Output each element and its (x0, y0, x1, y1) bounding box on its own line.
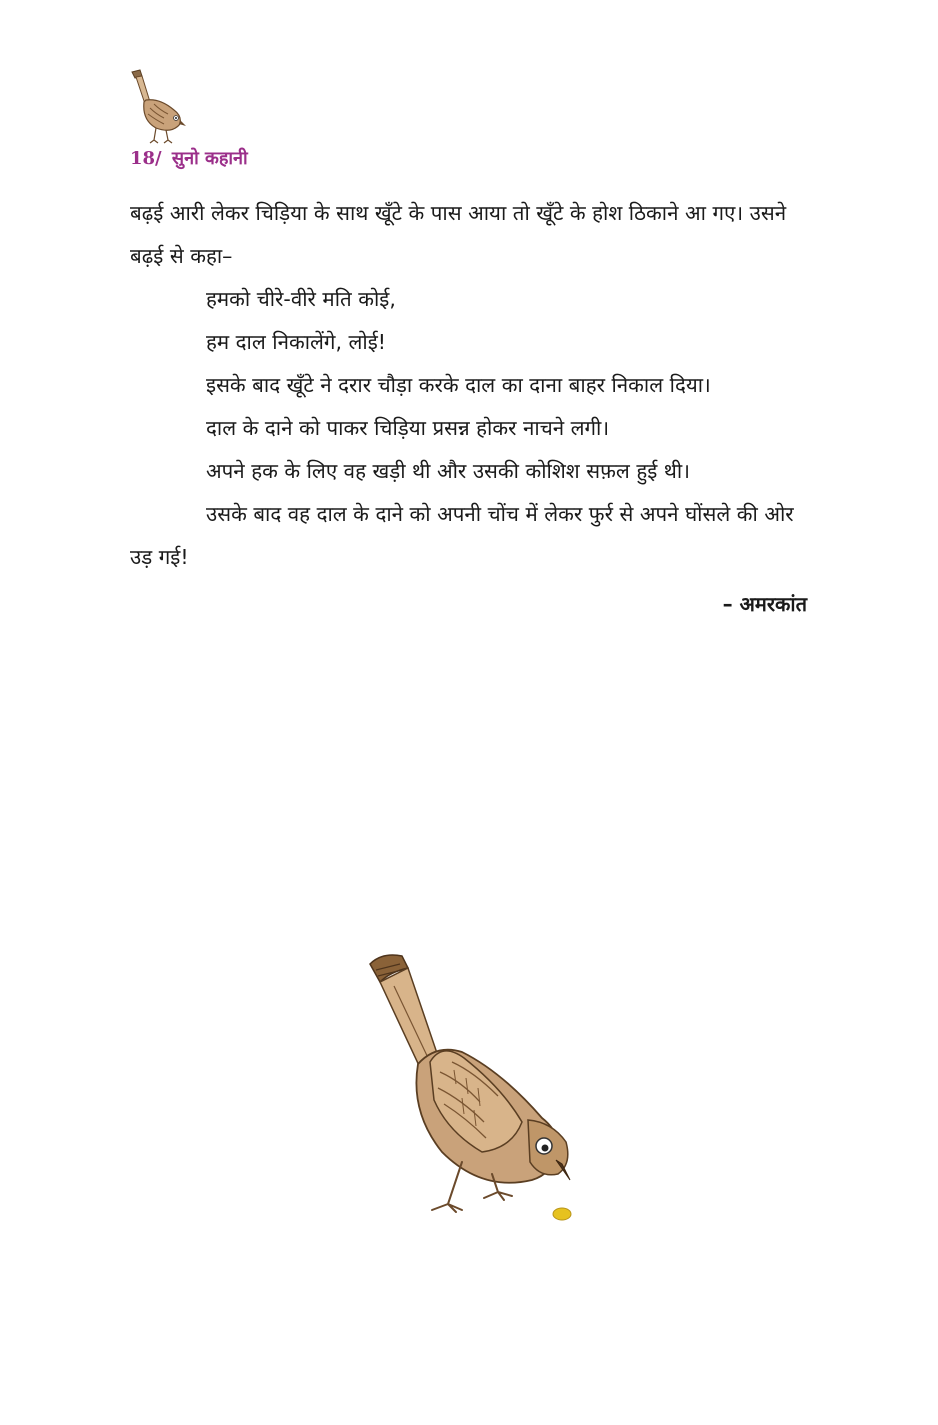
book-title: सुनो कहानी (171, 148, 248, 169)
sparrow-pecking-illustration (352, 912, 588, 1268)
verse-line: हमको चीरे-वीरे मति कोई, (206, 287, 396, 311)
sparrow-icon (126, 68, 188, 146)
story-paragraph: अपने हक के लिए वह खड़ी थी और उसकी कोशिश सफ़ल हुई थी। (206, 459, 690, 483)
author-credit: – अमरकांत (722, 592, 807, 616)
story-body (130, 192, 810, 579)
story-paragraph: बढ़ई आरी लेकर चिड़िया के साथ खूँटे के पास आया तो खूँटे के होश ठिकाने आ गए। उसने बढ़ई से कहा– (130, 201, 787, 268)
page-number: 18/ (130, 148, 162, 169)
story-paragraph: इसके बाद खूँटे ने दरार चौड़ा करके दाल का दाना बाहर निकाल दिया। (206, 373, 711, 397)
story-paragraph: उसके बाद वह दाल के दाने को अपनी चोंच में लेकर फुर्र से अपने घोंसले की ओर उड़ गई! (130, 502, 794, 569)
page-header (130, 146, 248, 170)
verse-line: हम दाल निकालेंगे, लोई! (206, 330, 386, 354)
story-paragraph: दाल के दाने को पाकर चिड़िया प्रसन्न होकर नाचने लगी। (206, 416, 610, 440)
